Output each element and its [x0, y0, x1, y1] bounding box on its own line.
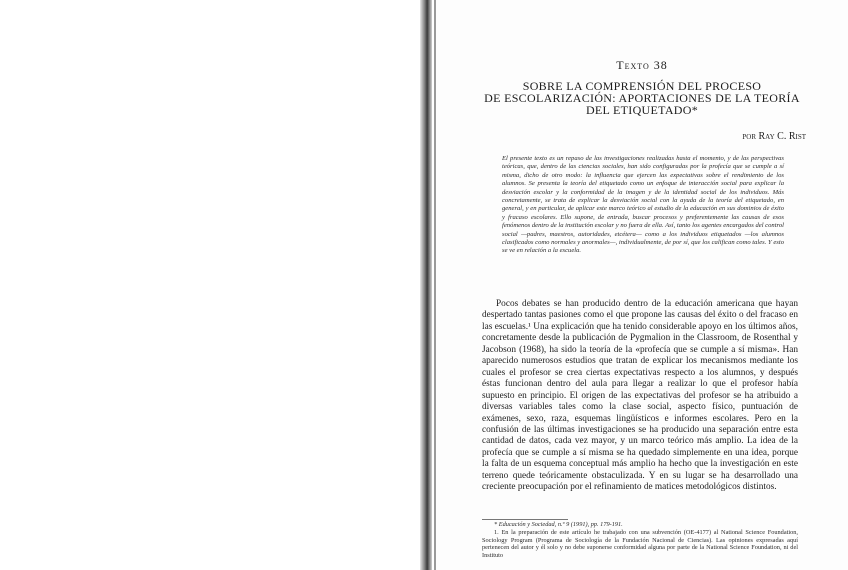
- book-gutter: [420, 0, 432, 570]
- abstract-paragraph: El presente texto es un repaso de las investigaciones realizadas hasta el momento, y de las perspectivas teóricas, que, dentro de las ciencias sociales, han sido configuradas por la profecía que se cumple a sí misma, dicho de otro modo: la influencia que ejercen las expectativas sobre el rendimiento de los alumnos. Se presenta la teoría del etiquetado como un enfoque de interacción social para explicar la desviación escolar y la conformidad de la imagen y de la identidad social de los individuos. Más concretamente, se trata de explicar la desviación social con la ayuda de la teoría del etiquetado, en general, y en particular, de aplicar este marco teórico al estudio de la educación en sus dominios de éxito y fracaso escolares. Ello supone, de entrada, buscar procesos y preferentemente las causas de esos fenómenos dentro de la institución escolar y no fuera de ella. Así, tanto los agentes encargados del control social —padres, maestros, autoridades, etcétera— como a los individuos etiquetados —los alumnos clasificados como normales y anormales—, individualmente, de por sí, que los califican como tales. Y esto se ve en relación a la escuela.: [502, 155, 784, 255]
- text-number-heading: Texto 38: [616, 58, 668, 72]
- title-line-2: DE ESCOLARIZACIÓN: APORTACIONES DE LA TEORÍA: [484, 91, 800, 105]
- body-paragraph: Pocos debates se han producido dentro de la educación americana que hayan despertado tantas pasiones como el que propone las causas del éxito o del fracaso en las escuelas.¹ Una explicación que ha tenido considerable apoyo en los últimos años, concretamente desde la publicación de Pygmalion in the Classroom, de Rosenthal y Jacobson (1968), ha sido la teoría de la «profecía que se cumple a sí misma». Han aparecido numerosos estudios que tratan de explicar los mecanismos mediante los cuales el profesor se crea ciertas expectativas respecto a los alumnos, y después éstas funcionan dentro del aula para llegar a realizar lo que el profesor había supuesto en principio. El origen de las expectativas del profesor se ha atribuido a diversas variables tales como la clase social, aspecto físico, puntuación de exámenes, sexo, raza, esquemas lingüísticos e informes escolares. Pero en la confusión de las últimas investigaciones se ha producido una separación entre esta cantidad de datos, cada vez mayor, y un marco teórico más amplio. La idea de la profecía que se cumple a sí misma se ha quedado simplemente en una idea, porque la falta de un esquema conceptual más amplio ha hecho que la investigación en este terreno quede teóricamente obstaculizada. Y en su lugar se ha desarrollado una creciente preocupación por el refinamiento de matices metodológicos distintos.: [482, 299, 798, 493]
- footnote-source: * Educación y Sociedad, n.º 9 (1991), pp. 179-191.: [494, 521, 623, 528]
- right-page: [436, 0, 848, 570]
- title-line-3: DEL ETIQUETADO*: [585, 103, 699, 117]
- footnotes: [482, 521, 798, 560]
- footnote-divider: [482, 519, 568, 520]
- footnote-1: 1. En la preparación de este artículo he trabajado con una subvención (OE-4177) al National Science Foundation, Sociology Program (Programa de Sociología de la Fundación Nacional de Ciencias). Las opiniones expresadas aquí pertenecen del autor y él solo y no debe suponerse conformidad alguna por parte de la National Science Foundation, ni del Instituto: [482, 528, 798, 560]
- left-blank-page: [0, 0, 420, 570]
- title-line-1: SOBRE LA COMPRENSIÓN DEL PROCESO: [522, 79, 762, 93]
- chapter-title: [446, 80, 838, 116]
- author-line: por Ray C. Rist: [742, 131, 806, 142]
